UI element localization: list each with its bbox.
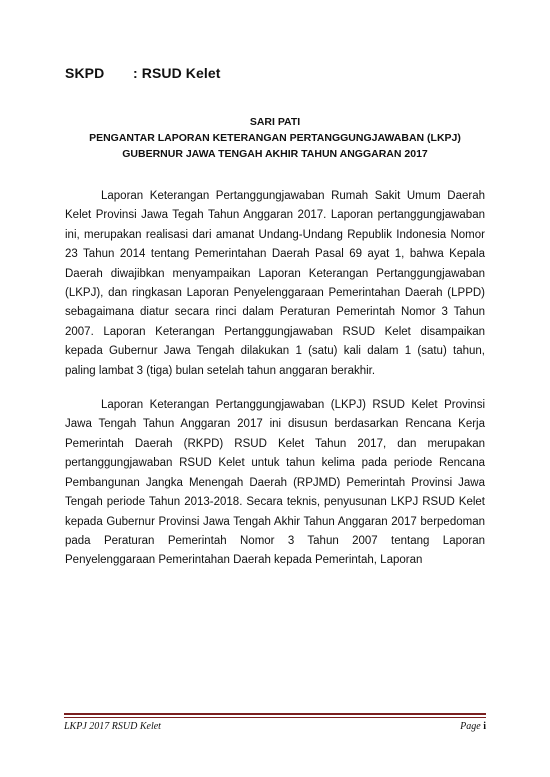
skpd-header xyxy=(65,65,221,81)
title-line-2: PENGANTAR LAPORAN KETERANGAN PERTANGGUNGJAWABAN (LKPJ) xyxy=(89,132,461,144)
footer-rule-thin xyxy=(64,717,486,718)
page-number: i xyxy=(483,721,486,732)
document-title xyxy=(60,114,490,162)
title-line-3: GUBERNUR JAWA TENGAH AKHIR TAHUN ANGGARAN 2017 xyxy=(122,148,428,160)
title-line-1: SARI PATI xyxy=(249,116,301,128)
paragraph-2: Laporan Keterangan Pertanggungjawaban (LKPJ) RSUD Kelet Provinsi Jawa Tengah Tahun Anggaran 2017 ini disusun berdasarkan Rencana Kerja Pemerintah Daerah (RKPD) RSUD Kelet Tahun 2017, dan merupakan pertanggungjawaban RSUD Kelet untuk tahun kelima pada periode Rencana Pembangunan Jangka Menengah Daerah (RPJMD) Pemerintah Provinsi Jawa Tengah periode Tahun 2013-2018. Secara teknis, penyusunan LKPJ RSUD Kelet kepada Gubernur Provinsi Jawa Tengah Akhir Tahun Anggaran 2017 berpedoman pada Peraturan Pemerintah Nomor 3 Tahun 2007 tentang Laporan Penyelenggaraan Pemerintahan Daerah kepada Pemerintah, Laporan xyxy=(65,399,485,567)
footer-page-number xyxy=(460,721,486,732)
paragraph-1: Laporan Keterangan Pertanggungjawaban Rumah Sakit Umum Daerah Kelet Provinsi Jawa Tegah Tahun Anggaran 2017. Laporan pertanggungjawaban ini, merupakan realisasi dari amanat Undang-Undang Republik Indonesia Nomor 23 Tahun 2014 tentang Pemerintahan Daerah Pasal 69 ayat 1, bahwa Kepala Daerah diwajibkan menyampaikan Laporan Keterangan Pertanggungjawaban (LKPJ), dan ringkasan Laporan Penyelenggaraan Pemerintahan Daerah (LPPD) sebagaimana diatur secara rinci dalam Peraturan Pemerintah Nomor 3 Tahun 2007. Laporan Keterangan Pertanggungjawaban RSUD Kelet disampaikan kepada Gubernur Jawa Tengah dilakukan 1 (satu) kali dalam 1 (satu) tahun, paling lambat 3 (tiga) bulan setelah tahun anggaran berakhir. xyxy=(65,190,485,377)
skpd-value: : RSUD Kelet xyxy=(133,65,221,81)
skpd-label: SKPD xyxy=(65,65,105,81)
footer-document-name: LKPJ 2017 RSUD Kelet xyxy=(64,721,161,732)
footer-rule-thick xyxy=(64,713,486,715)
page-label: Page xyxy=(460,721,481,732)
body-text xyxy=(65,187,485,586)
